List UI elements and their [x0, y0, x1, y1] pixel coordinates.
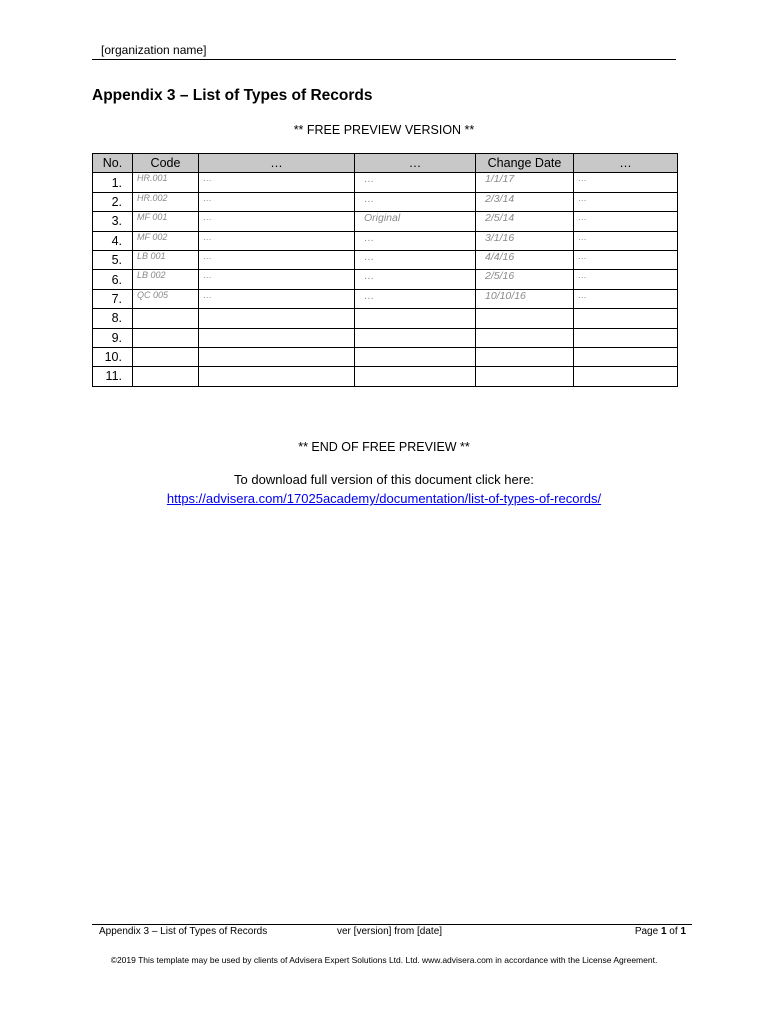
table-cell	[199, 347, 355, 366]
table-cell: HR.002	[133, 192, 199, 211]
table-cell: …	[574, 289, 678, 308]
table-cell: …	[199, 270, 355, 289]
footer-document-title: Appendix 3 – List of Types of Records	[99, 926, 268, 937]
column-header-no: No.	[93, 154, 133, 173]
table-body	[93, 173, 678, 386]
table-row	[93, 367, 678, 386]
header-divider	[92, 59, 676, 60]
table-cell: 2/5/14	[476, 212, 574, 231]
table-row	[93, 173, 678, 192]
table-cell: …	[199, 192, 355, 211]
table-cell	[355, 367, 476, 386]
row-number: 9.	[93, 328, 133, 347]
table-cell: …	[355, 270, 476, 289]
table-cell	[133, 347, 199, 366]
table-cell: 4/4/16	[476, 250, 574, 269]
table-row	[93, 347, 678, 366]
row-number: 2.	[93, 192, 133, 211]
table-cell: …	[199, 250, 355, 269]
column-header-6: …	[574, 154, 678, 173]
table-cell	[355, 309, 476, 328]
row-number: 1.	[93, 173, 133, 192]
row-number: 3.	[93, 212, 133, 231]
table-cell	[476, 328, 574, 347]
table-cell: …	[199, 212, 355, 231]
page-title: Appendix 3 – List of Types of Records	[92, 87, 373, 104]
column-header-code: Code	[133, 154, 199, 173]
table-cell: 10/10/16	[476, 289, 574, 308]
table-cell	[133, 367, 199, 386]
table-cell: …	[574, 231, 678, 250]
table-cell	[476, 309, 574, 328]
table-cell	[476, 367, 574, 386]
organization-name: [organization name]	[101, 43, 207, 57]
table-cell	[199, 309, 355, 328]
footer-page-number	[620, 926, 686, 937]
download-instructions: To download full version of this document click here:	[234, 472, 534, 487]
table-cell: 2/5/16	[476, 270, 574, 289]
end-preview-label: ** END OF FREE PREVIEW **	[298, 440, 470, 454]
table-cell	[574, 328, 678, 347]
table-cell: …	[574, 212, 678, 231]
table-cell: …	[199, 231, 355, 250]
table-row	[93, 212, 678, 231]
table-cell: HR.001	[133, 173, 199, 192]
table-cell: …	[355, 231, 476, 250]
footer-divider	[92, 924, 692, 925]
records-table	[92, 153, 678, 387]
table-cell	[133, 309, 199, 328]
table-cell: 3/1/16	[476, 231, 574, 250]
row-number: 5.	[93, 250, 133, 269]
table-cell: …	[199, 289, 355, 308]
table-cell	[574, 347, 678, 366]
table-cell	[355, 328, 476, 347]
table-cell	[574, 309, 678, 328]
table-cell: …	[574, 270, 678, 289]
table-row	[93, 231, 678, 250]
row-number: 7.	[93, 289, 133, 308]
table-cell	[133, 328, 199, 347]
page-total: 1	[680, 926, 686, 937]
table-cell	[199, 367, 355, 386]
table-cell: MF 002	[133, 231, 199, 250]
free-preview-label: ** FREE PREVIEW VERSION **	[293, 123, 475, 137]
footer-version: ver [version] from [date]	[337, 926, 443, 937]
table-cell	[476, 347, 574, 366]
download-link[interactable]: https://advisera.com/17025academy/documentation/list-of-types-of-records/	[166, 491, 602, 506]
table-cell	[574, 367, 678, 386]
table-cell: …	[574, 250, 678, 269]
copyright-notice: ©2019 This template may be used by clients of Advisera Expert Solutions Ltd. Ltd. www.advisera.com in accordance with the License Agreement.	[110, 955, 658, 965]
row-number: 8.	[93, 309, 133, 328]
row-number: 11.	[93, 367, 133, 386]
page-of: of	[666, 926, 681, 937]
column-header-4: …	[355, 154, 476, 173]
column-header-3: …	[199, 154, 355, 173]
table-cell: …	[355, 289, 476, 308]
row-number: 10.	[93, 347, 133, 366]
table-cell: …	[355, 173, 476, 192]
table-cell	[355, 347, 476, 366]
table-cell: …	[574, 173, 678, 192]
row-number: 4.	[93, 231, 133, 250]
table-cell: …	[199, 173, 355, 192]
row-number: 6.	[93, 270, 133, 289]
page-prefix: Page	[634, 926, 661, 937]
table-cell: …	[574, 192, 678, 211]
table-cell: …	[355, 250, 476, 269]
table-row	[93, 328, 678, 347]
page-current: 1	[660, 926, 667, 937]
column-header-change-date: Change Date	[476, 154, 574, 173]
table-cell: Original	[355, 212, 476, 231]
table-row	[93, 270, 678, 289]
table-row	[93, 309, 678, 328]
table-row	[93, 250, 678, 269]
table-cell: MF 001	[133, 212, 199, 231]
table-cell: QC 005	[133, 289, 199, 308]
table-cell: 2/3/14	[476, 192, 574, 211]
table-header-row	[93, 154, 678, 173]
table-row	[93, 289, 678, 308]
table-cell	[199, 328, 355, 347]
table-row	[93, 192, 678, 211]
table-cell: 1/1/17	[476, 173, 574, 192]
table-cell: …	[355, 192, 476, 211]
table-cell: LB 001	[133, 250, 199, 269]
table-cell: LB 002	[133, 270, 199, 289]
